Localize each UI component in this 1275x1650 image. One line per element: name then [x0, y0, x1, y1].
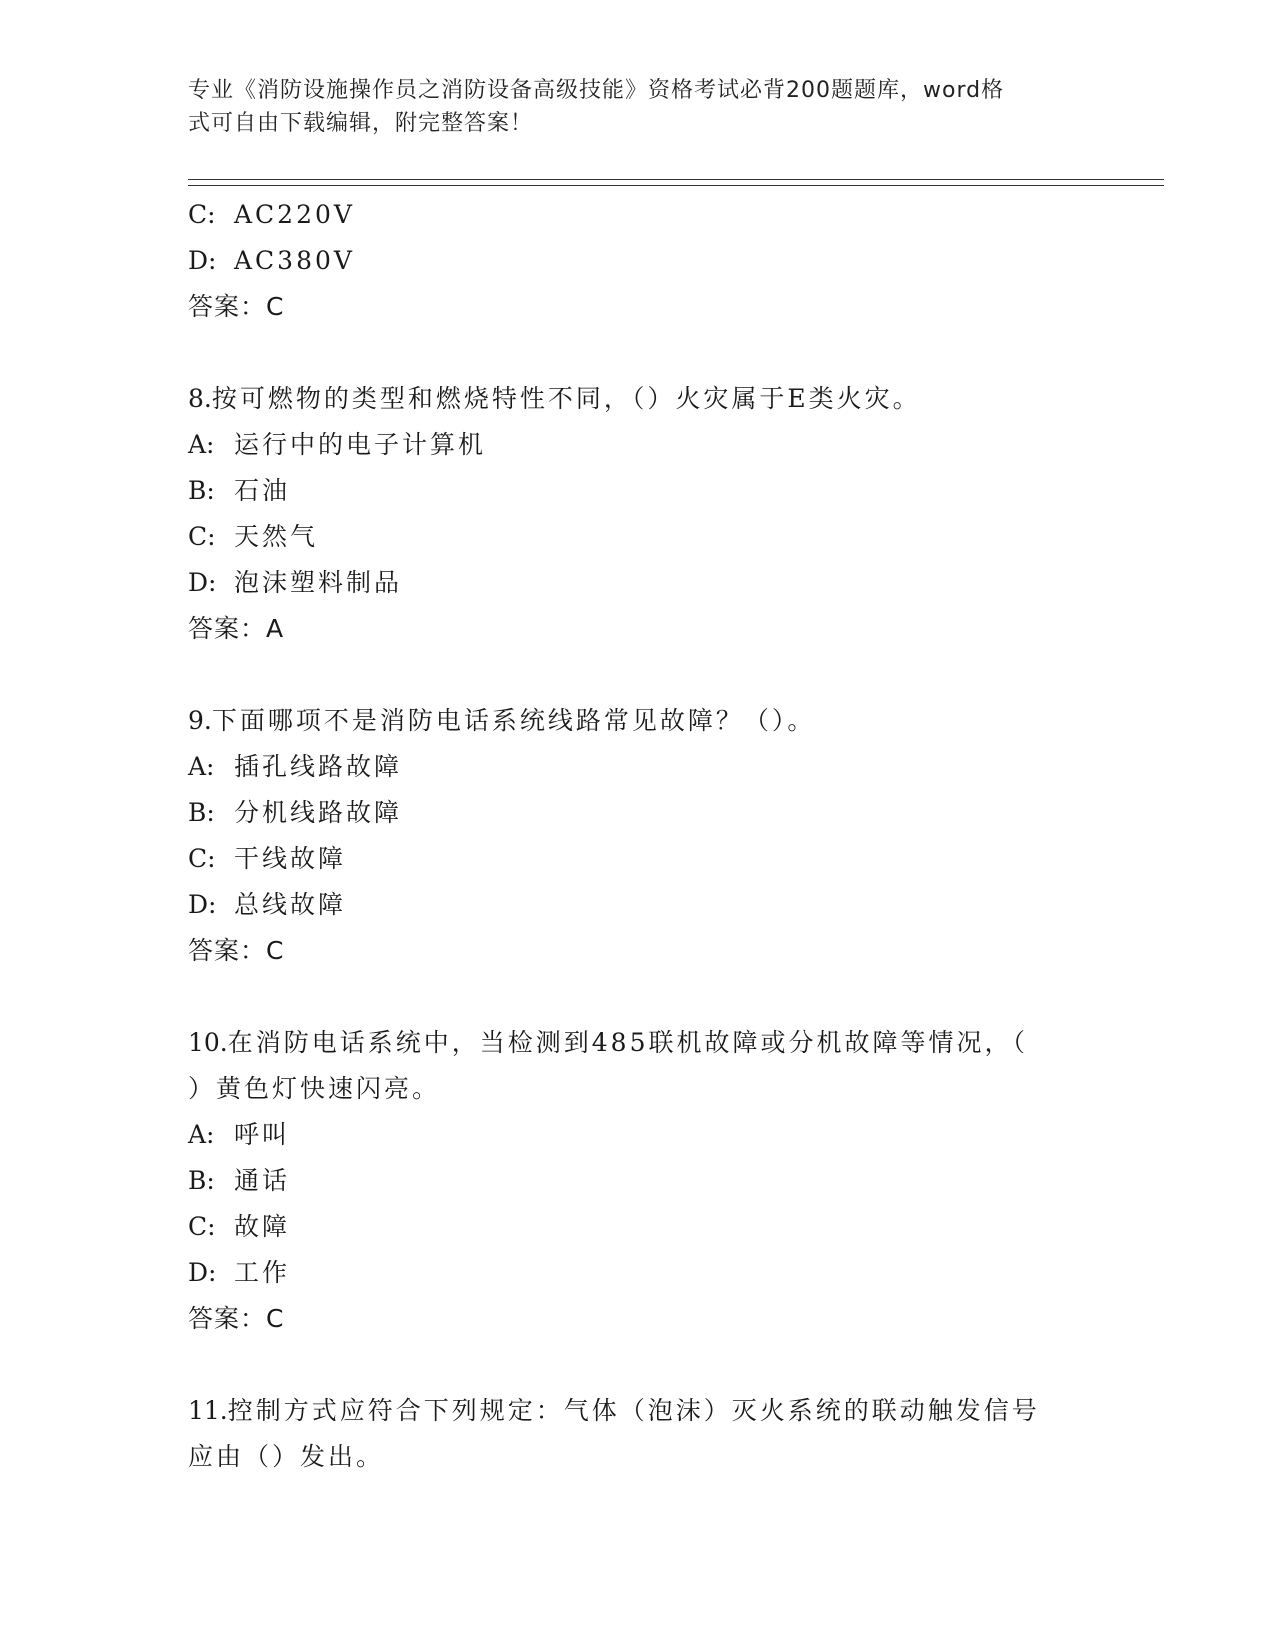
question-text-line-2: ）黄色灯快速闪亮。 [188, 1074, 441, 1103]
option-text: AC220V [234, 200, 355, 229]
answer: 答案：C [188, 936, 285, 965]
option-d [188, 238, 1088, 284]
option-text: 总线故障 [234, 890, 347, 919]
answer: 答案：C [188, 1304, 285, 1333]
question-text-line-1: 在消防电话系统中，当检测到485联机故障或分机故障等情况，（ [227, 1028, 1028, 1057]
option-key: C: [188, 522, 216, 551]
option-key: A: [188, 752, 215, 781]
option-key: B: [188, 798, 215, 827]
option-b [188, 790, 1088, 836]
question-text-line-1: 控制方式应符合下列规定：气体（泡沫）灭火系统的联动触发信号 [227, 1396, 1040, 1425]
question-partial [188, 192, 1088, 330]
header-divider-bottom [188, 185, 1164, 186]
header-line-1: 专业《消防设施操作员之消防设备高级技能》资格考试必背200题题库，word格 [188, 78, 1005, 103]
question-number: 10. [188, 1028, 228, 1057]
question-8 [188, 376, 1088, 652]
option-text: 分机线路故障 [234, 798, 403, 827]
question-number: 11. [188, 1396, 228, 1425]
answer: 答案：A [188, 614, 285, 643]
option-key: D: [188, 890, 217, 919]
option-key: D: [188, 1258, 217, 1287]
option-text: 工作 [234, 1258, 291, 1287]
question-stem [188, 1020, 1068, 1112]
option-a [188, 1112, 1088, 1158]
option-d [188, 560, 1088, 606]
option-b [188, 468, 1088, 514]
question-text: 下面哪项不是消防电话系统线路常见故障？（）。 [211, 706, 816, 735]
question-stem [188, 376, 1068, 422]
option-key: C: [188, 1212, 216, 1241]
option-a [188, 744, 1088, 790]
question-stem [188, 698, 1068, 744]
option-text: 通话 [234, 1166, 291, 1195]
question-11 [188, 1388, 1088, 1480]
question-10 [188, 1020, 1088, 1342]
option-text: 呼叫 [234, 1120, 291, 1149]
option-text: AC380V [234, 246, 355, 275]
header-line-2: 式可自由下载编辑，附完整答案！ [188, 111, 534, 136]
question-text: 按可燃物的类型和燃烧特性不同，（）火灾属于E类火灾。 [211, 384, 921, 413]
option-key: D: [188, 568, 217, 597]
option-text: 天然气 [234, 522, 319, 551]
option-key: B: [188, 476, 215, 505]
option-key: C: [188, 200, 216, 229]
header-divider-top [188, 179, 1164, 180]
option-key: D: [188, 246, 217, 275]
answer: 答案：C [188, 292, 285, 321]
option-text: 石油 [234, 476, 291, 505]
option-key: B: [188, 1166, 215, 1195]
document-body [188, 192, 1088, 1480]
option-text: 运行中的电子计算机 [234, 430, 487, 459]
option-text: 故障 [234, 1212, 291, 1241]
option-c [188, 836, 1088, 882]
option-b [188, 1158, 1088, 1204]
option-key: A: [188, 1120, 215, 1149]
option-text: 插孔线路故障 [234, 752, 403, 781]
question-number: 9. [188, 706, 212, 735]
question-9 [188, 698, 1088, 974]
option-c [188, 514, 1088, 560]
question-number: 8. [188, 384, 212, 413]
question-text-line-2: 应由（）发出。 [188, 1442, 385, 1471]
option-c [188, 192, 1088, 238]
option-key: C: [188, 844, 216, 873]
option-text: 泡沫塑料制品 [234, 568, 403, 597]
option-key: A: [188, 430, 215, 459]
question-stem [188, 1388, 1068, 1480]
option-text: 干线故障 [234, 844, 347, 873]
document-header [188, 74, 1068, 140]
option-a [188, 422, 1088, 468]
option-d [188, 882, 1088, 928]
option-c [188, 1204, 1088, 1250]
option-d [188, 1250, 1088, 1296]
